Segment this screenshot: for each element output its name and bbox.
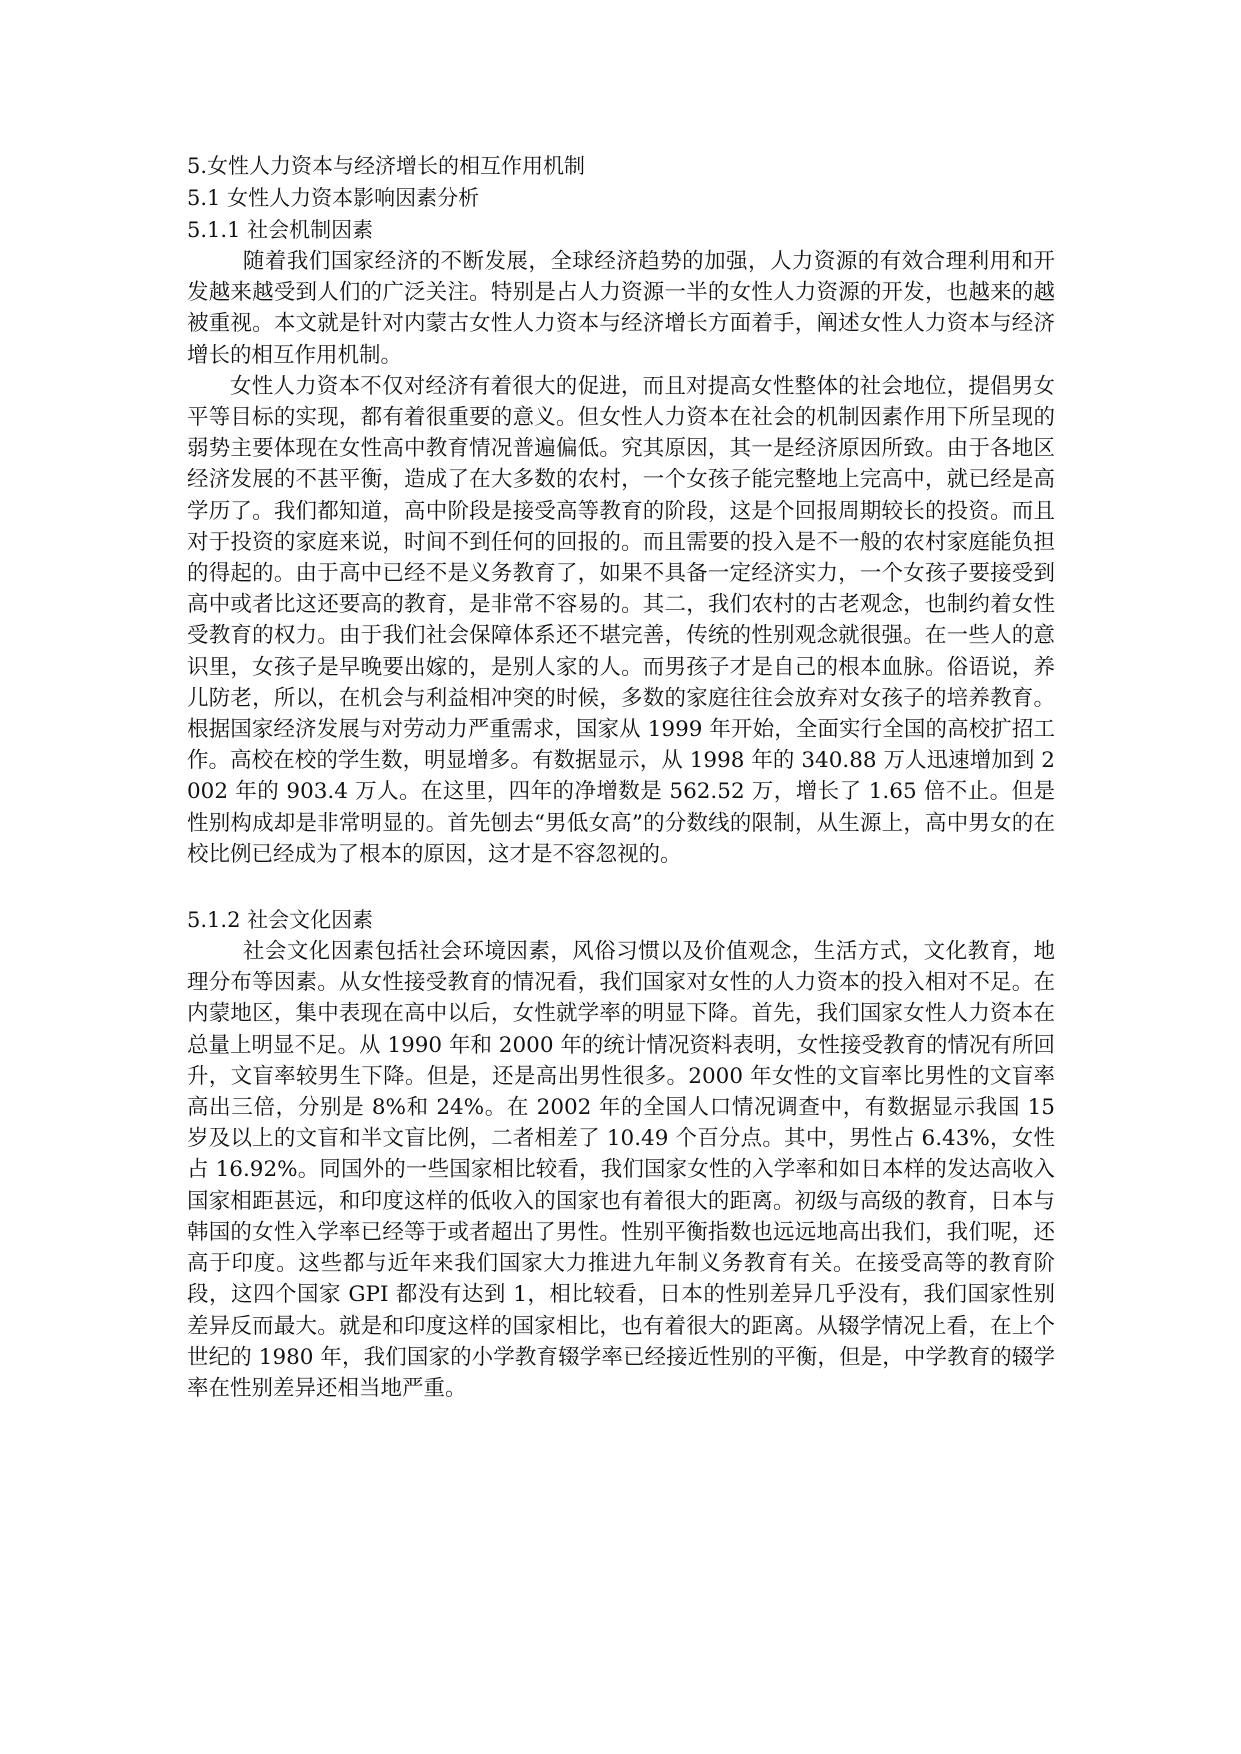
section-heading-5-1: 5.1 女性人力资本影响因素分析: [187, 186, 480, 210]
body-paragraph-3: 社会文化因素包括社会环境因素，风俗习惯以及价值观念，生活方式，文化教育，地理分布等因素。从女性接受教育的情况看，我们国家对女性的人力资本的投入相对不足。在内蒙地区，集中表现在高中以后，女性就学率的明显下降。首先，我们国家女性人力资本在总量上明显不足。从 1990 年和 2000 年的统计情况资料表明，女性接受教育的情况有所回升，文盲率较男生下降。但是，还是高出男性很多。2000 年女性的文盲率比男性的文盲率高出三倍，分别是 8%和 24%。在 2002 年的全国人口情况调查中，有数据显示我国 15 岁及以上的文盲和半文盲比例，二者相差了 10.49 个百分点。其中，男性占 6.43%，女性占 16.92%。同国外的一些国家相比较看，我们国家女性的入学率和如日本样的发达高收入国家相距甚远，和印度这样的低收入的国家也有着很大的距离。初级与高级的教育，日本与 韩国的女性入学率已经等于或者超出了男性。性别平衡指数也远远地高出我们，我们呢，还高于印度。这些都与近年来我们国家大力推进九年制义务教育有关。在接受高等的教育阶段，这四个国家 GPI 都没有达到 1，相比较看，日本的性别差异几乎没有，我们国家性别差异反而最大。就是和印度这样的国家相比，也有着很大的距离。从辍学情况上看，在上个世纪的 1980 年，我们国家的小学教育辍学率已经接近性别的平衡，但是，中学教育的辍学率在性别差异还相当地严重。: [187, 939, 1055, 1401]
document-page: [187, 150, 1055, 1404]
section-heading-5-1-2: 5.1.2 社会文化因素: [187, 908, 374, 933]
section-heading-5-1-1: 5.1.1 社会机制因素: [187, 218, 374, 242]
body-paragraph-2: 女性人力资本不仅对经济有着很大的促进，而且对提高女性整体的社会地位，提倡男女平等目标的实现，都有着很重要的意义。但女性人力资本在社会的机制因素作用下所呈现的弱势主要体现在女性高中教育情况普遍偏低。究其原因，其一是经济原因所致。由于各地区经济发展的不甚平衡，造成了在大多数的农村，一个女孩子能完整地上完高中，就已经是高学历了。我们都知道，高中阶段是接受高等教育的阶段，这是个回报周期较长的投资。而且对于投资的家庭来说，时间不到任何的回报的。而且需要的投入是不一般的农村家庭能负担的得起的。由于高中已经不是义务教育了，如果不具备一定经济实力，一个女孩子要接受到高中或者比这还要高的教育，是非常不容易的。其二，我们农村的古老观念，也制约着女性受教育的权力。由于我们社会保障体系还不堪完善，传统的性别观念就很强。在一些人的意识里，女孩子是早晚要出嫁的，是别人家的人。而男孩子才是自己的根本血脉。俗语说，养儿防老，所以，在机会与利益相冲突的时候，多数的家庭往往会放弃对女孩子的培养教育。根据国家经济发展与对劳动力严重需求，国家从 1999 年开始，全面实行全国的高校扩招工作。高校在校的学生数，明显增多。有数据显示，从 1998 年的 340.88 万人迅速增加到 2002 年的 903.4 万人。在这里，四年的净增数是 562.52 万，增长了 1.65 倍不止。但是性别构成却是非常明显的。首先刨去“男低女高”的分数线的限制，从生源上，高中男女的在校比例已经成为了根本的原因，这才是不容忽视的。: [187, 373, 1055, 867]
section-heading-5: 5.女性人力资本与经济增长的相互作用机制: [187, 154, 586, 178]
paragraph-spacer: [187, 870, 1055, 904]
body-paragraph-1: 随着我们国家经济的不断发展，全球经济趋势的加强，人力资源的有效合理利用和开发越来越受到人们的广泛关注。特别是占人力资源一半的女性人力资源的开发，也越来的越被重视。本文就是针对内蒙古女性人力资本与经济增长方面着手，阐述女性人力资本与经济增长的相互作用机制。: [187, 249, 1055, 368]
